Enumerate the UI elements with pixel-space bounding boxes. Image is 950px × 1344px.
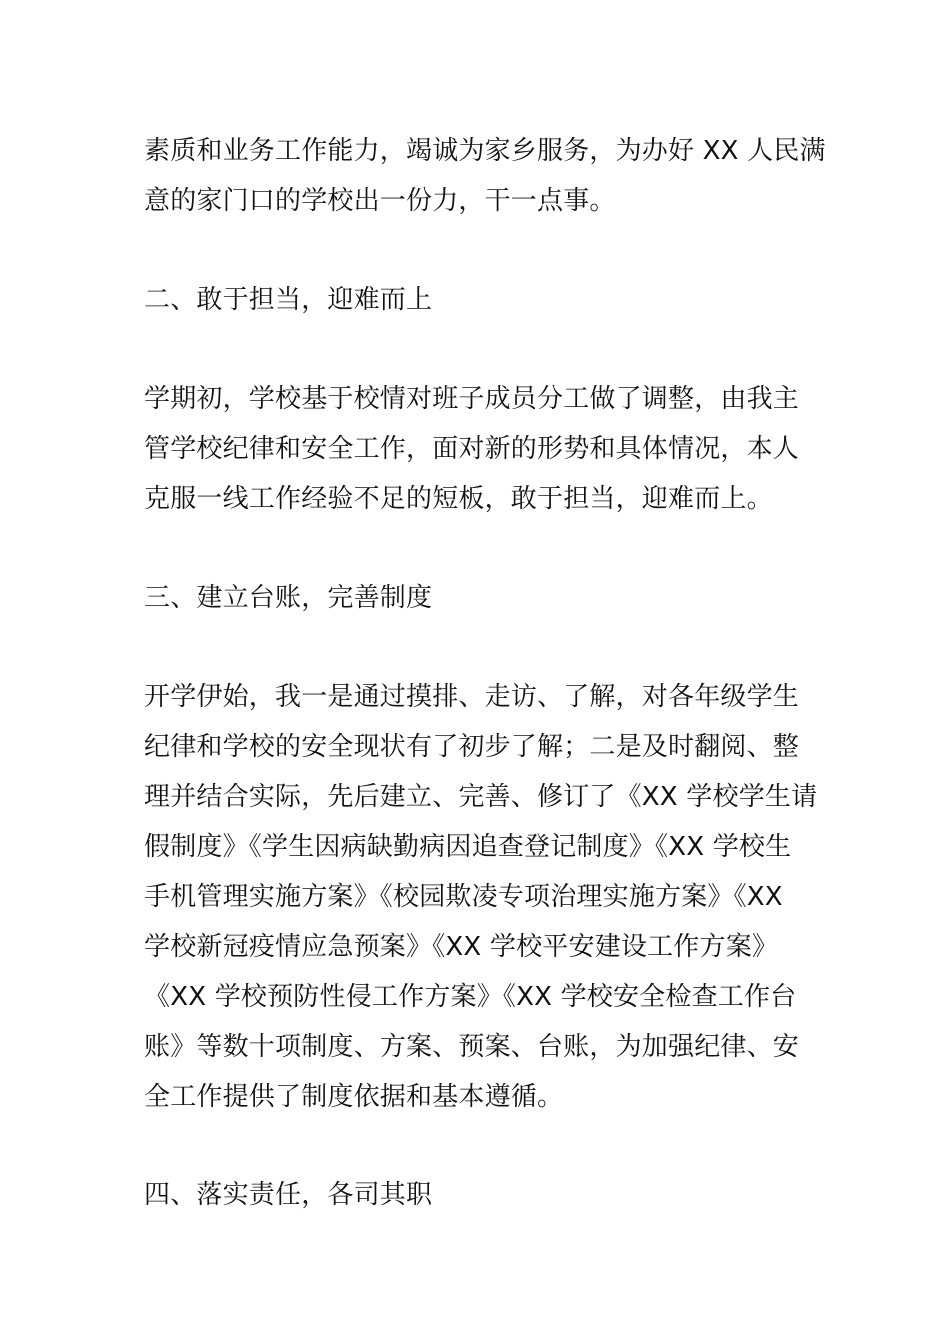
paragraph-line: 手机管理实施方案》《校园欺凌专项治理实施方案》《XX: [144, 882, 783, 912]
paragraph-line: 学校新冠疫情应急预案》《XX 学校平安建设工作方案》: [144, 932, 779, 962]
paragraph-line: 全工作提供了制度依据和基本遵循。: [144, 1082, 564, 1112]
paragraph-line: 理并结合实际，先后建立、完善、修订了《XX 学校学生请: [144, 782, 818, 812]
paragraph-line: 管学校纪律和安全工作，面对新的形势和具体情况，本人: [144, 434, 800, 464]
section-heading: 三、建立台账，完善制度: [144, 583, 433, 613]
paragraph-line: 学期初，学校基于校情对班子成员分工做了调整，由我主: [144, 384, 800, 414]
paragraph-line: 素质和业务工作能力，竭诚为家乡服务，为办好 XX 人民满: [144, 136, 826, 166]
paragraph-line: 纪律和学校的安全现状有了初步了解；二是及时翻阅、整: [144, 732, 800, 762]
paragraph-line: 《XX 学校预防性侵工作方案》《XX 学校安全检查工作台: [144, 982, 797, 1012]
section-heading: 二、敢于担当，迎难而上: [144, 285, 433, 315]
paragraph-line: 账》等数十项制度、方案、预案、台账，为加强纪律、安: [144, 1032, 800, 1062]
section-heading: 四、落实责任，各司其职: [144, 1180, 433, 1210]
paragraph-line: 意的家门口的学校出一份力，干一点事。: [144, 186, 616, 216]
paragraph-line: 假制度》《学生因病缺勤病因追查登记制度》《XX 学校生: [144, 832, 792, 862]
paragraph-line: 开学伊始，我一是通过摸排、走访、了解，对各年级学生: [144, 682, 800, 712]
paragraph-line: 克服一线工作经验不足的短板，敢于担当，迎难而上。: [144, 484, 773, 514]
